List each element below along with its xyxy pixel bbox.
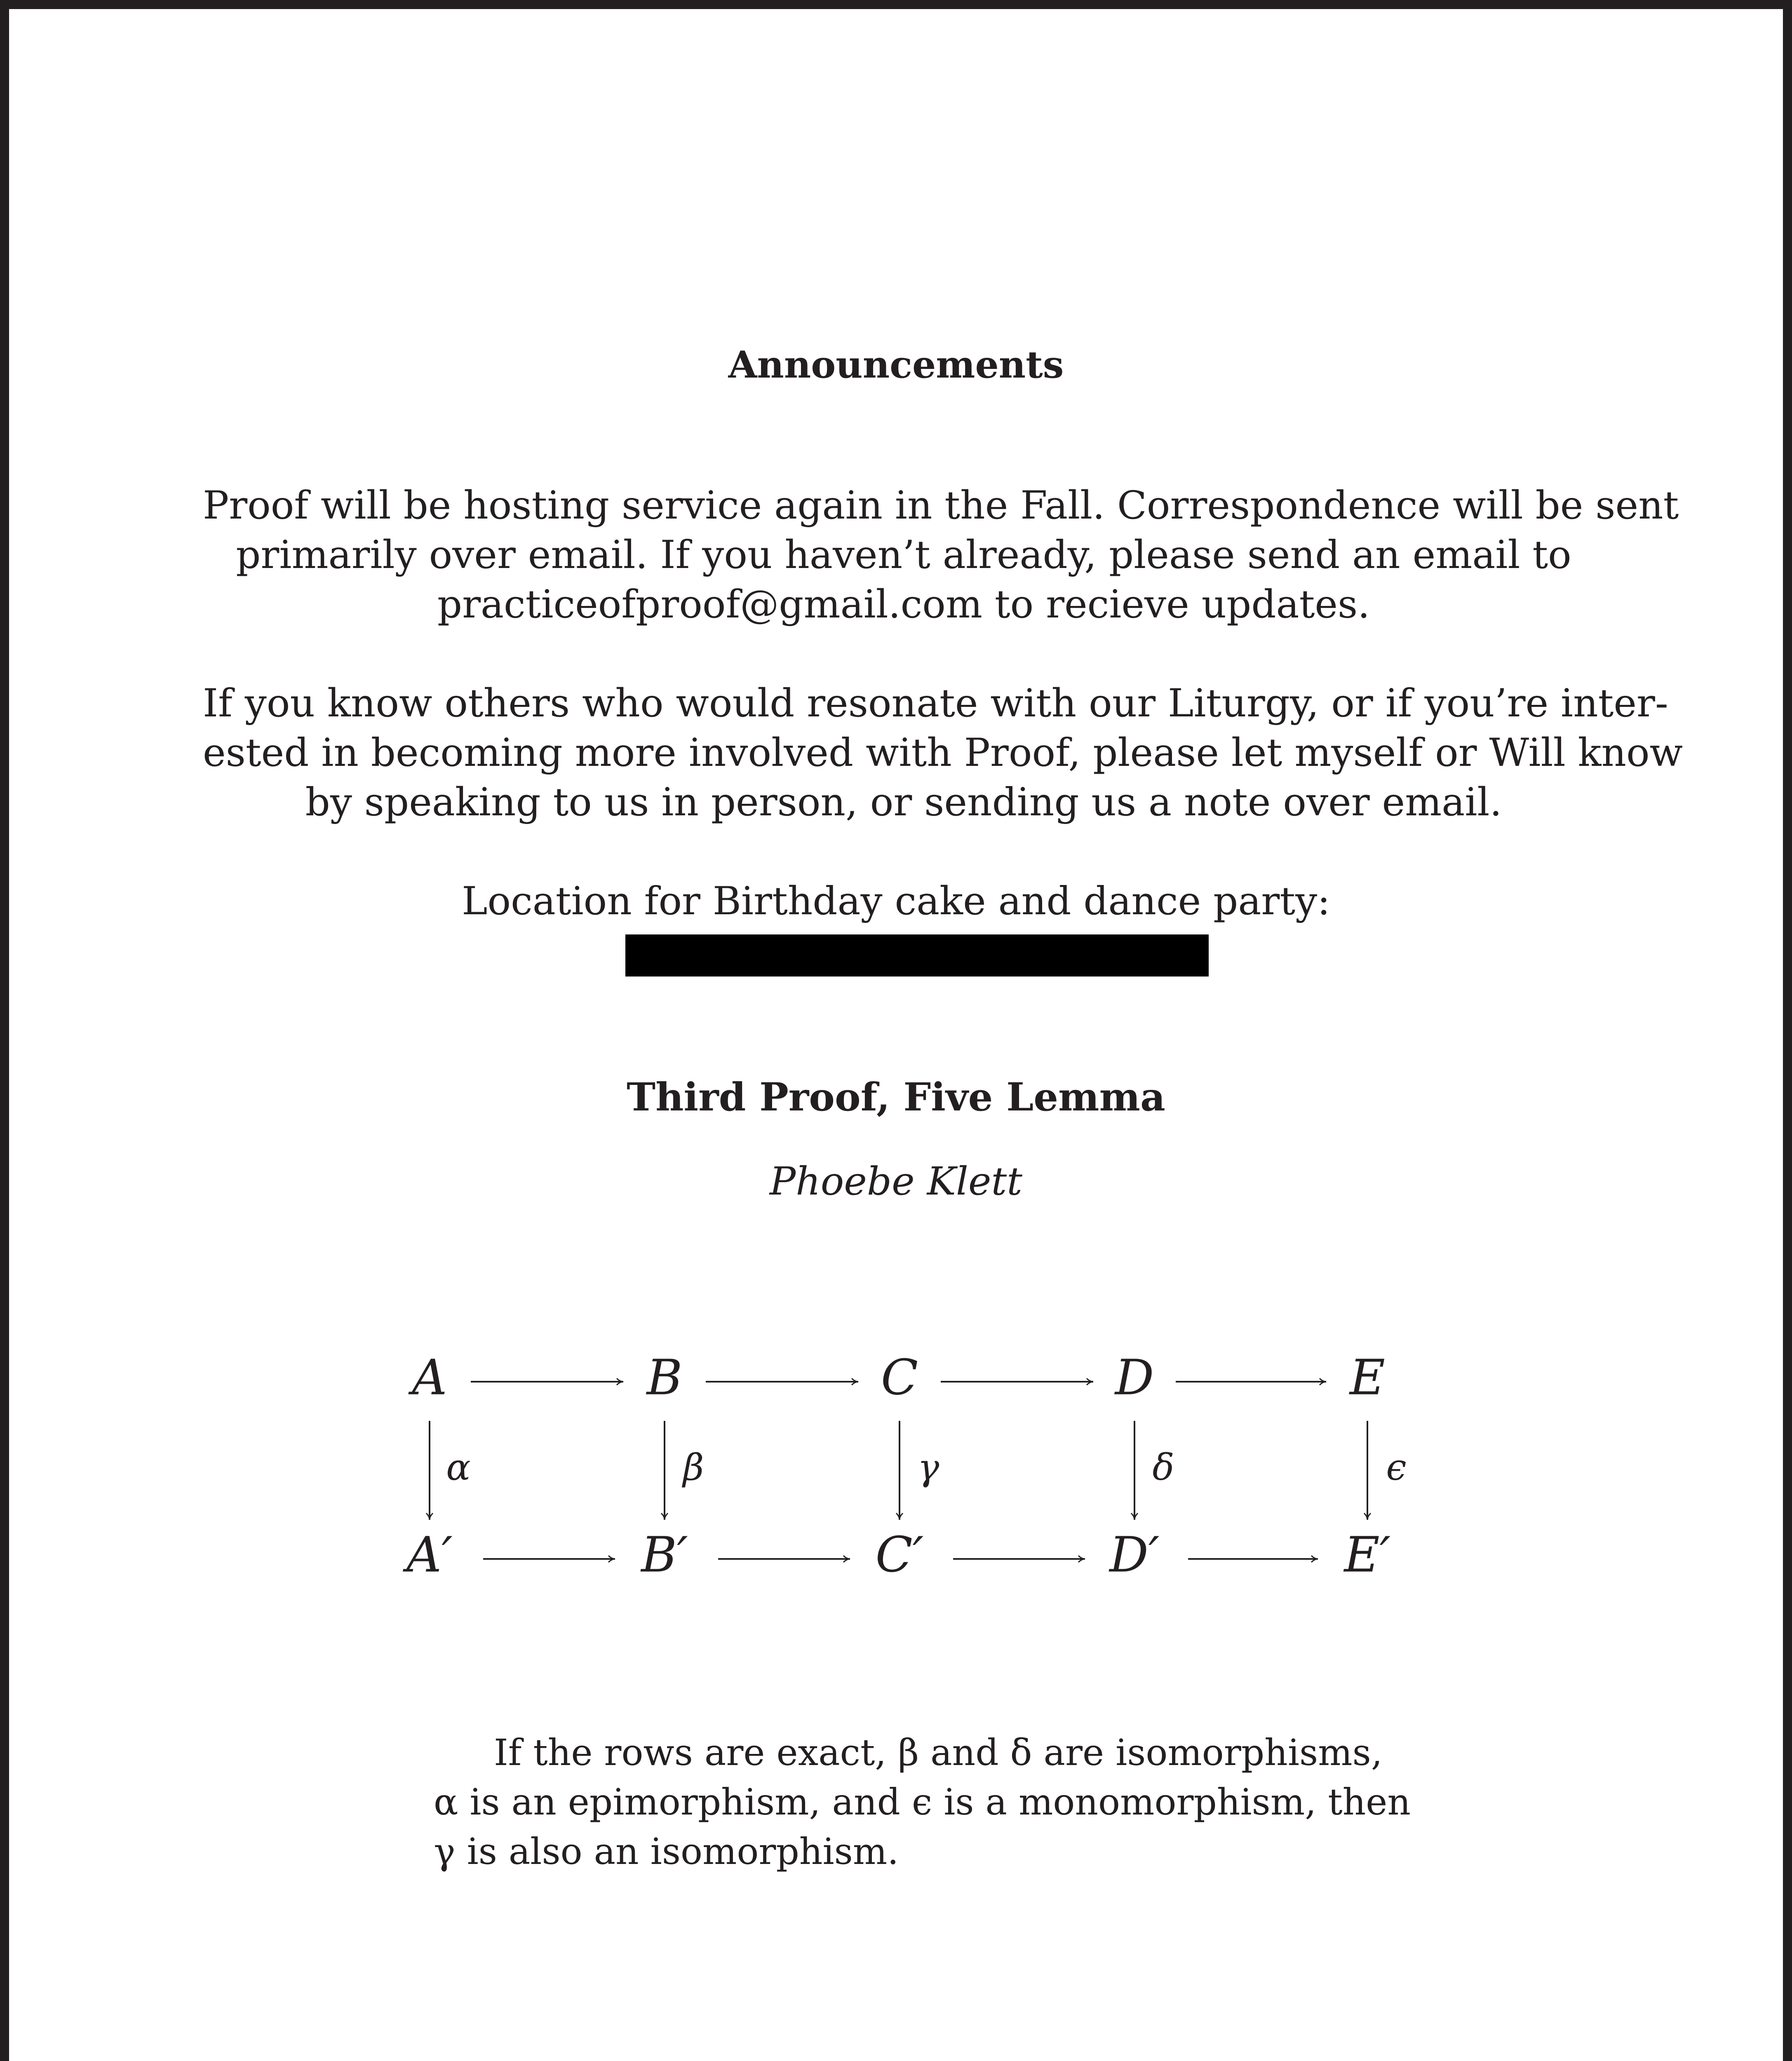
statement-line: α is an epimorphism, and ϵ is a monomorphism, then xyxy=(434,1781,1411,1823)
vertical-map-label: α xyxy=(446,1446,471,1488)
statement-line: If the rows are exact, β and δ are isomorphisms, xyxy=(494,1731,1383,1774)
location-label: Location for Birthday cake and dance party: xyxy=(462,879,1330,924)
diagram-object-top: B xyxy=(646,1349,683,1406)
diagram-object-bottom: E′ xyxy=(1344,1526,1391,1583)
paragraph-line: by speaking to us in person, or sending us a note over email. xyxy=(305,780,1502,825)
vertical-map-label: β xyxy=(683,1446,704,1488)
diagram-object-top: D xyxy=(1115,1349,1154,1406)
diagram-object-top: A xyxy=(412,1349,447,1406)
paragraph-line: practiceofproof@gmail.com to recieve updates. xyxy=(437,582,1370,627)
vertical-map-label: γ xyxy=(917,1446,939,1488)
vertical-map-label: δ xyxy=(1152,1446,1174,1488)
vertical-map-label: ϵ xyxy=(1386,1446,1407,1488)
lemma-statement xyxy=(434,1728,1415,1876)
diagram-object-bottom: C′ xyxy=(875,1526,924,1583)
proof-title: Third Proof, Five Lemma xyxy=(627,1075,1165,1120)
diagram-object-bottom: A′ xyxy=(406,1526,453,1583)
statement-line: γ is also an isomorphism. xyxy=(434,1830,899,1873)
diagram-object-top: E xyxy=(1349,1349,1386,1406)
announcements-heading: Announcements xyxy=(728,343,1064,387)
paragraph-line: primarily over email. If you haven’t already, please send an email to xyxy=(236,533,1571,577)
paragraph-line: If you know others who would resonate with our Liturgy, or if you’re inter- xyxy=(203,681,1668,726)
paragraph-line: ested in becoming more involved with Proof, please let myself or Will know xyxy=(203,730,1683,775)
diagram-object-top: C xyxy=(881,1349,918,1406)
diagram-object-bottom: B′ xyxy=(641,1526,688,1583)
announcement-paragraph-1 xyxy=(203,481,1679,629)
paragraph-line: Proof will be hosting service again in the Fall. Correspondence will be sent xyxy=(203,483,1679,528)
five-lemma-diagram xyxy=(380,1336,1431,1604)
announcement-paragraph-2 xyxy=(203,679,1683,827)
diagram-object-bottom: D′ xyxy=(1109,1526,1160,1583)
commutative-diagram xyxy=(380,1336,1431,1604)
redacted-location-bar xyxy=(625,934,1209,977)
proof-author: Phoebe Klett xyxy=(769,1159,1023,1204)
